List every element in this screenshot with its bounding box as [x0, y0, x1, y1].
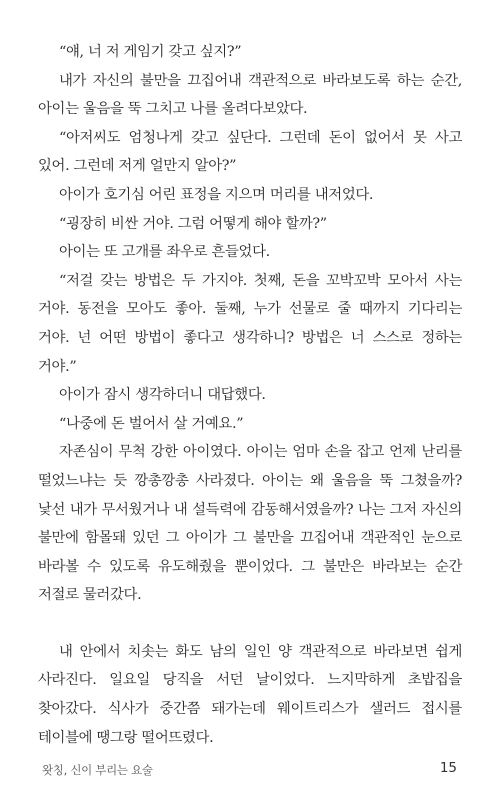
- paragraph: “나중에 돈 벌어서 살 거예요.”: [59, 415, 244, 432]
- paragraph: 아이는 또 고개를 좌우로 흔들었다.: [59, 244, 270, 261]
- paragraph: 내 안에서 치솟는 화도 남의 일인 양 객관적으로 바라보면 쉽게 사라진다. 일요일 당직을 서던 날이었다. 느지막하게 초밥집을 찾아갔다. 식사가 중간쯤 돼가는데 웨이트리스가 샐러드 접시를 테이블에 땡그랑 떨어뜨렸다.: [38, 643, 462, 746]
- paragraph: 아이가 잠시 생각하더니 대답했다.: [59, 387, 266, 404]
- paragraph: “굉장히 비싼 거야. 그럼 어떻게 해야 할까?”: [59, 215, 327, 232]
- paragraph: “얘, 너 저 게임기 갖고 싶지?”: [59, 44, 242, 60]
- running-title: 왓칭, 신이 부리는 요술: [42, 763, 153, 777]
- page-number: 15: [439, 760, 457, 776]
- body-text: [38, 38, 462, 752]
- paragraph: “아저씨도 엄청나게 갖고 싶단다. 그런데 돈이 없어서 못 사고 있어. 그런데 저게 얼만지 알아?”: [38, 129, 462, 175]
- paragraph: 내가 자신의 불만을 끄집어내 객관적으로 바라보도록 하는 순간, 아이는 울음을 뚝 그치고 나를 올려다보았다.: [38, 72, 462, 118]
- paragraph: 자존심이 무척 강한 아이였다. 아이는 엄마 손을 잡고 언제 난리를 떨었느냐는 듯 깡총깡총 사라졌다. 아이는 왜 울음을 뚝 그쳤을까? 낯선 내가 무서웠거나 내 설득력에 감동해서였을까? 나는 그저 자신의 불만에 함몰돼 있던 그 아이가 그 불만을 끄집어내 객관적인 눈으로 바라볼 수 있도록 유도해줬을 뿐이었다. 그 불만은 바라보는 순간 저절로 물러갔다.: [38, 444, 462, 604]
- section-break: [38, 610, 462, 638]
- paragraph: 아이가 호기심 어린 표정을 지으며 머리를 내저었다.: [59, 186, 374, 203]
- page-footer: [42, 760, 457, 780]
- paragraph: “저걸 갖는 방법은 두 가지야. 첫째, 돈을 꼬박꼬박 모아서 사는 거야. 동전을 모아도 좋아. 둘째, 누가 선물로 줄 때까지 기다리는 거야. 넌 어떤 방법이 좋다고 생각하니? 방법은 너 스스로 정하는 거야.”: [38, 272, 462, 375]
